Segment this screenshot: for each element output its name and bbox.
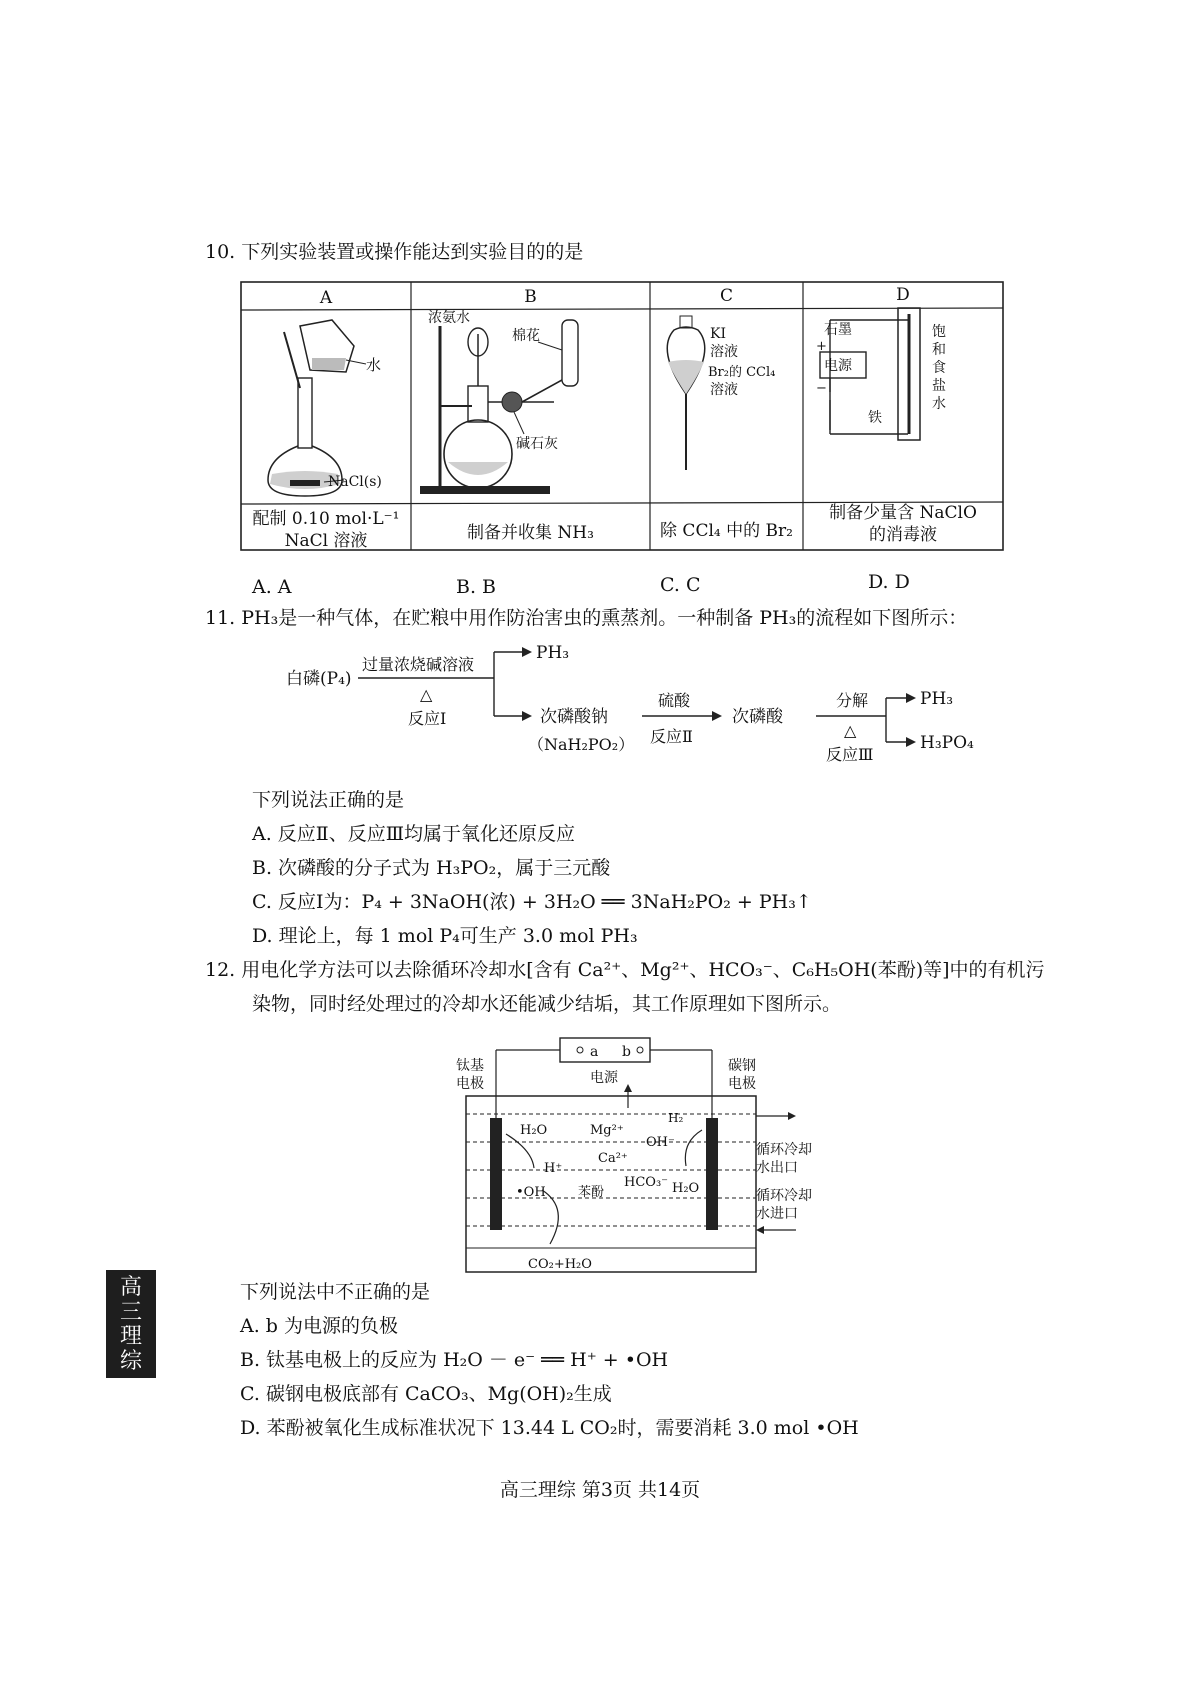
- flow-salt: 次磷酸钠: [540, 707, 608, 727]
- q11-option-c: C. 反应Ⅰ为：P₄ + 3NaOH(浓) + 3H₂O ══ 3NaH₂PO₂ + PH₃↑: [252, 891, 812, 913]
- flow-react2: 反应Ⅱ: [650, 727, 693, 746]
- col-header-d: D: [896, 285, 910, 305]
- caption-a-line1: 配制 0.10 mol·L⁻¹: [252, 509, 400, 529]
- flow-prod1: PH₃: [920, 689, 954, 709]
- q12-option-c: C. 碳钢电极底部有 CaCO₃、Mg(OH)₂生成: [240, 1383, 612, 1405]
- flow-salt-formula: （NaH₂PO₂）: [528, 735, 635, 754]
- label-ki-solution: 溶液: [710, 344, 738, 360]
- flow-start: 白磷(P₄): [286, 669, 352, 689]
- label-nacl-solid: NaCl(s): [328, 474, 382, 490]
- label-power: 电源: [590, 1070, 618, 1086]
- caption-c: 除 CCl₄ 中的 Br₂: [660, 521, 793, 541]
- q12-prompt: 下列说法中不正确的是: [240, 1281, 431, 1303]
- q10-option-a: A. A: [252, 576, 292, 598]
- caption-a: [241, 508, 411, 552]
- species-ca: Ca²⁺: [598, 1151, 628, 1166]
- q12-electrolysis-diagram: [450, 1030, 840, 1280]
- ti-electrode: [490, 1118, 502, 1230]
- label-minus: −: [816, 381, 827, 396]
- label-brine-1: 饱: [932, 324, 946, 340]
- label-soda-lime: 碱石灰: [516, 436, 558, 452]
- q11-prompt: 下列说法正确的是: [252, 789, 405, 811]
- q10-option-c: C. C: [660, 574, 701, 596]
- side-tab-char-1: 高: [119, 1275, 142, 1300]
- side-tab-char-4: 综: [119, 1348, 142, 1374]
- figure-c-funnel: [660, 310, 790, 480]
- label-brine-4: 盐: [932, 378, 946, 394]
- figure-b-nh3-apparatus: [412, 306, 650, 502]
- label-iron: 铁: [868, 410, 882, 426]
- q12-option-b: B. 钛基电极上的反应为 H₂O － e⁻ ══ H⁺ + •OH: [240, 1349, 669, 1371]
- label-br2-ccl4: Br₂的 CCl₄: [708, 365, 776, 380]
- flow-cond3: 分解: [836, 691, 869, 710]
- flow-react3: 反应Ⅲ: [826, 745, 874, 764]
- q10-option-b: B. B: [456, 576, 497, 598]
- caption-d: [803, 502, 1003, 546]
- q11-stem: 11. PH₃是一种气体，在贮粮中用作防治害虫的熏蒸剂。一种制备 PH₃的流程如下图所示：: [205, 607, 968, 629]
- q11-option-a: A. 反应Ⅱ、反应Ⅲ均属于氧化还原反应: [252, 823, 576, 845]
- flow-acid: 次磷酸: [732, 707, 783, 727]
- side-tab-char-2: 三: [119, 1299, 142, 1325]
- label-power-d: 电源: [824, 358, 852, 374]
- species-h2: H₂: [668, 1111, 684, 1125]
- flow-delta3: △: [844, 721, 857, 740]
- q12-option-a: A. b 为电源的负极: [240, 1315, 399, 1337]
- q12-stem-line1: 12. 用电化学方法可以去除循环冷却水[含有 Ca²⁺、Mg²⁺、HCO₃⁻、C₆H₅OH(苯酚)等]中的有机污: [205, 959, 1045, 981]
- page-footer: 高三理综 第3页 共14页: [499, 1479, 701, 1501]
- species-h2o-right: H₂O: [672, 1181, 700, 1196]
- species-oh-radical: •OH: [516, 1185, 546, 1200]
- label-outlet-2: 水出口: [756, 1160, 798, 1176]
- species-oh-minus: OH⁻: [646, 1135, 675, 1150]
- flow-react1: 反应Ⅰ: [408, 709, 447, 728]
- q11-option-d: D. 理论上，每 1 mol P₄可生产 3.0 mol PH₃: [252, 925, 638, 947]
- caption-d-line2: 的消毒液: [869, 525, 937, 546]
- figure-a-flask: [262, 318, 402, 498]
- species-h2o-top: H₂O: [520, 1123, 548, 1138]
- label-brine-3: 食: [932, 360, 946, 376]
- label-inlet-2: 水进口: [756, 1206, 798, 1222]
- label-steel-2: 电极: [728, 1076, 756, 1092]
- flow-cond1: 过量浓烧碱溶液: [362, 655, 475, 674]
- flow-prod2: H₃PO₄: [920, 733, 974, 753]
- q12-option-d: D. 苯酚被氧化生成标准状况下 13.44 L CO₂时，需要消耗 3.0 mol •OH: [240, 1417, 859, 1439]
- q11-flowchart: [270, 640, 1030, 780]
- col-header-b: B: [524, 287, 537, 307]
- steel-electrode: [706, 1118, 718, 1230]
- side-tab: [106, 1270, 156, 1378]
- col-header-a: A: [319, 288, 333, 308]
- species-h-plus: H⁺: [544, 1161, 563, 1176]
- species-phenol: 苯酚: [578, 1185, 605, 1200]
- q10-option-d: D. D: [868, 571, 910, 593]
- label-plus: +: [816, 339, 827, 354]
- label-ti-1: 钛基: [456, 1058, 484, 1074]
- label-ti-2: 电极: [456, 1076, 484, 1092]
- label-conc-ammonia: 浓氨水: [428, 310, 470, 326]
- label-inlet-1: 循环冷却: [756, 1188, 812, 1204]
- species-co2: CO₂+H₂O: [528, 1257, 592, 1272]
- label-brine-2: 和: [932, 342, 946, 358]
- label-steel-1: 碳钢: [728, 1058, 756, 1074]
- col-header-c: C: [719, 286, 733, 306]
- caption-d-line1: 制备少量含 NaClO: [829, 503, 977, 523]
- caption-a-line2: NaCl 溶液: [284, 531, 368, 552]
- label-cotton: 棉花: [512, 328, 540, 344]
- side-tab-char-3: 理: [119, 1324, 142, 1350]
- terminal-b: b: [622, 1044, 631, 1060]
- terminal-a: a: [590, 1044, 599, 1060]
- caption-b: 制备并收集 NH₃: [467, 523, 594, 543]
- label-ki: KI: [710, 326, 726, 342]
- q11-option-b: B. 次磷酸的分子式为 H₃PO₂，属于三元酸: [252, 857, 611, 879]
- label-brine-5: 水: [932, 396, 946, 412]
- q10-stem: 10. 下列实验装置或操作能达到实验目的的是: [205, 241, 584, 263]
- flow-delta1: △: [420, 685, 433, 704]
- species-mg: Mg²⁺: [590, 1123, 624, 1138]
- label-br2-solution: 溶液: [710, 382, 738, 398]
- label-graphite: 石墨: [824, 322, 852, 338]
- species-hco3: HCO₃⁻: [624, 1175, 669, 1190]
- flow-cond2: 硫酸: [658, 691, 691, 710]
- label-water: 水: [366, 356, 382, 374]
- q12-stem-line2: 染物，同时经处理过的冷却水还能减少结垢，其工作原理如下图所示。: [252, 993, 842, 1015]
- flow-ph3-1: PH₃: [536, 643, 570, 663]
- label-outlet-1: 循环冷却: [756, 1142, 812, 1158]
- figure-d-electrolysis: [808, 300, 1003, 470]
